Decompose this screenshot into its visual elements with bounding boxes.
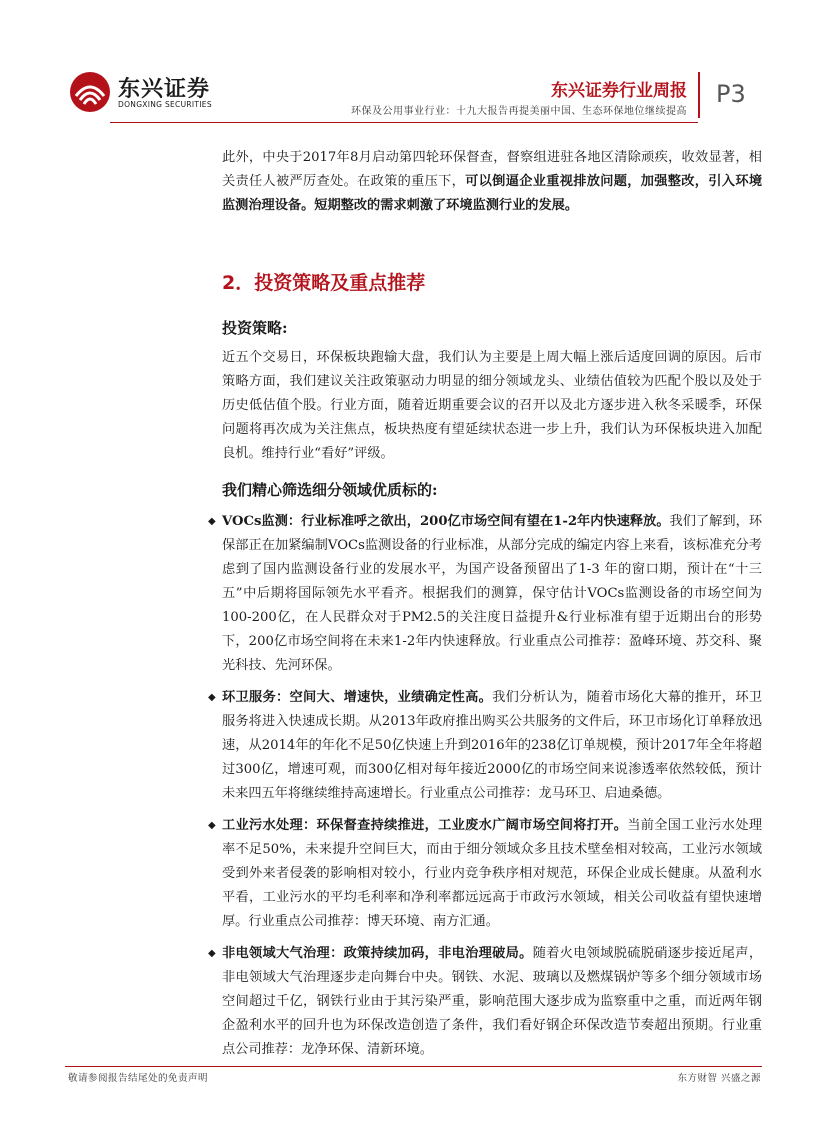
list-item xyxy=(208,814,763,934)
item-highlight: 非电领域大气治理：政策持续加码，非电治理破局。 xyxy=(222,946,533,961)
footer-slogan: 东方财智 兴盛之源 xyxy=(677,1073,761,1084)
section-title: 2．投资策略及重点推荐 xyxy=(222,272,426,294)
item-text: 我们了解到，环保部正在加紧编制VOCs监测设备的行业标准，从部分完成的编定内容上来看，该标准充分考虑到了国内监测设备行业的发展水平，为国产设备预留出了1-3 年的窗口期，预计在“十三五”中后期将国际领先水平看齐。根据我们的测算，保守估计VOCs监测设备的市场空间为100-200亿，在人民群众对于PM2.5的关注度日益提升&行业标准有望于近期出台的形势下，200亿市场空间将在未来1-2年内快速释放。行业重点公司推荐：盈峰环境、苏交科、聚光科技、先河环保。 xyxy=(222,514,763,673)
footer-rule xyxy=(65,1066,762,1067)
page-number: P3 xyxy=(716,80,746,108)
header-divider xyxy=(698,72,700,118)
item-highlight: VOCs监测：行业标准呼之欲出，200亿市场空间有望在1-2年内快速释放。 xyxy=(222,514,670,529)
picks-heading: 我们精心筛选细分领域优质标的: xyxy=(222,481,438,499)
item-text: 我们分析认为，随着市场化大幕的推开，环卫服务将进入快速成长期。从2013年政府推出购买公共服务的文件后，环卫市场化订单释放迅速，从2014年的年化不足50亿快速上升到2016年的238亿订单规模，预计2017年全年将超过300亿，增速可观，而300亿相对每年接近2000亿的市场空间来说渗透率依然较低，预计未来四五年将继续维持高速增长。行业重点公司推荐：龙马环卫、启迪桑德。 xyxy=(222,690,763,801)
logo-english-name: DONGXING SECURITIES xyxy=(118,100,212,109)
diamond-bullet-icon: ◆ xyxy=(208,820,216,831)
strategy-paragraph: 近五个交易日，环保板块跑输大盘，我们认为主要是上周大幅上涨后适度回调的原因。后市策略方面，我们建议关注政策驱动力明显的细分领域龙头、业绩估值较为匹配个股以及处于历史低估值个股。行业方面，随着近期重要会议的召开以及北方逐步进入秋冬采暖季，环保问题将再次成为关注焦点，板块热度有望延续状态进一步上升，我们认为环保板块进入加配良机。维持行业“看好”评级。 xyxy=(222,350,762,461)
intro-bold-text: 可以倒逼企业重视排放问题，加强整改，引入环境监测治理设备。短期整改的需求刺激了环境监测行业的发展。 xyxy=(222,174,763,213)
intro-block xyxy=(222,146,762,218)
strategy-heading: 投资策略: xyxy=(222,319,288,337)
intro-paragraph xyxy=(222,146,762,218)
item-highlight: 环卫服务：空间大、增速快，业绩确定性高。 xyxy=(222,690,493,705)
intro-text: 此外，中央于2017年8月启动第四轮环保督查，督察组进驻各地区清除顽疾，收效显著，相关责任人被严厉查处。在政策的重压下， xyxy=(222,150,762,189)
logo-chinese-name: 东兴证券 xyxy=(118,77,211,102)
list-item xyxy=(208,686,763,806)
page-header xyxy=(0,0,827,125)
strategy-block xyxy=(208,316,763,1070)
diamond-bullet-icon: ◆ xyxy=(208,692,216,703)
item-text: 随着火电领域脱硫脱硝逐步接近尾声，非电领域大气治理逐步走向舞台中央。钢铁、水泥、玻璃以及燃煤锅炉等多个细分领域市场空间超过千亿，钢铁行业由于其污染严重，影响范围大逐步成为监察重中之重，而近两年钢企盈利水平的回升也为环保改造创造了条件，我们看好钢企环保改造节奏超出预期。行业重点公司推荐：龙净环保、清新环境。 xyxy=(222,946,763,1057)
header-rule xyxy=(110,122,698,123)
list-item xyxy=(208,942,763,1062)
dongxing-logo-icon xyxy=(68,70,112,114)
item-highlight: 工业污水处理：环保督查持续推进，工业废水广阔市场空间将打开。 xyxy=(222,818,628,833)
report-title: 东兴证券行业周报 xyxy=(551,81,687,101)
footer-disclaimer: 敬请参阅报告结尾处的免责声明 xyxy=(68,1073,209,1084)
diamond-bullet-icon: ◆ xyxy=(208,948,216,959)
list-item xyxy=(208,510,763,678)
picks-list xyxy=(208,510,763,1062)
company-logo xyxy=(68,70,228,118)
diamond-bullet-icon: ◆ xyxy=(208,516,216,527)
report-subtitle: 环保及公用事业行业：十九大报告再提美丽中国、生态环保地位继续提高 xyxy=(351,106,687,117)
item-text: 当前全国工业污水处理率不足50%，未来提升空间巨大，而由于细分领域众多且技术壁垒相对较高，工业污水领域受到外来者侵袭的影响相对较小，行业内竞争秩序相对规范，环保企业成长健康。从盈利水平看，工业污水的平均毛利率和净利率都远远高于市政污水领域，相关公司收益有望快速增厚。行业重点公司推荐：博天环境、南方汇通。 xyxy=(222,818,763,929)
